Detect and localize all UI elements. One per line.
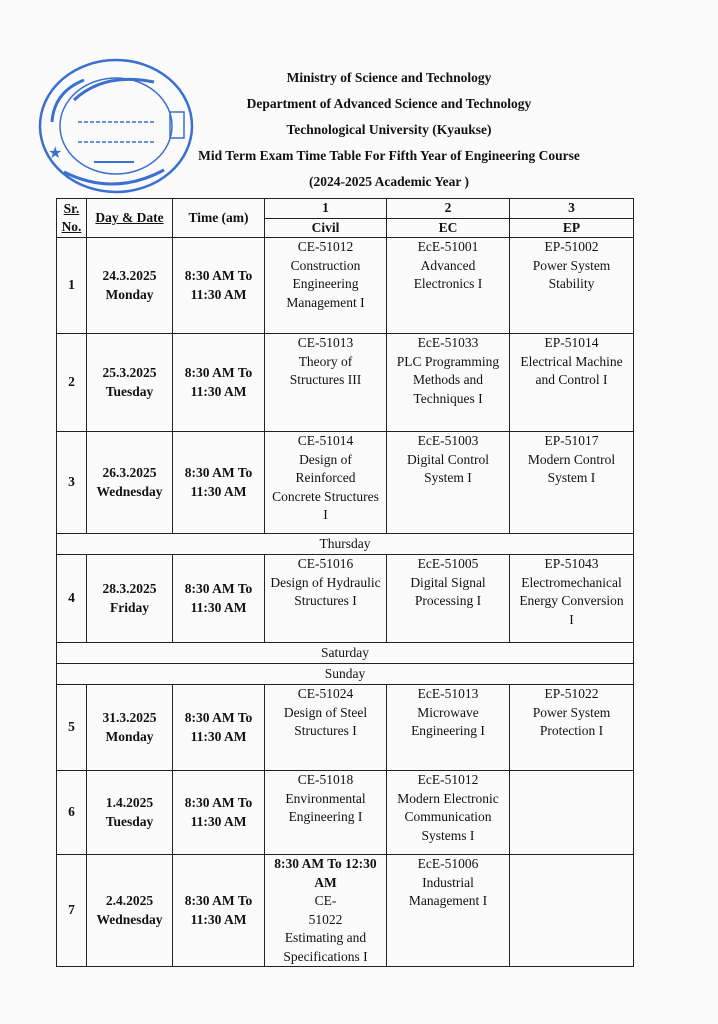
- subject-line: Power System: [532, 257, 611, 273]
- time-start: 8:30 AM To: [184, 581, 253, 596]
- subject-line: I: [323, 507, 328, 522]
- subject-line: Construction: [290, 257, 361, 273]
- subject-line: Methods and: [412, 372, 484, 387]
- day-date-cell: [87, 771, 173, 855]
- subject-line: CE-51018: [297, 772, 354, 787]
- civil-subject-cell: [265, 685, 387, 771]
- exam-timetable: [56, 198, 634, 967]
- subject-line: CE-51024: [297, 686, 354, 701]
- subject-line: Power System: [532, 704, 611, 720]
- civil-subject-cell: [265, 432, 387, 534]
- subject-line: Microwave: [417, 704, 479, 720]
- subject-line: CE-51016: [297, 556, 354, 571]
- exam-date: 25.3.2025: [102, 365, 157, 380]
- ec-subject-cell: [387, 334, 510, 432]
- subject-line: Digital Control: [406, 451, 490, 467]
- sr-no-cell: 3: [57, 432, 87, 534]
- timetable-title: Mid Term Exam Time Table For Fifth Year of Engineering Course: [198, 148, 580, 163]
- subject-line: Advanced: [420, 257, 476, 273]
- subject-line: EP-51002: [544, 239, 599, 254]
- exam-day: Monday: [105, 728, 154, 744]
- holiday-day-label: Saturday: [57, 643, 634, 664]
- exam-row: [57, 432, 634, 534]
- day-date-cell: [87, 432, 173, 534]
- exam-row: [57, 685, 634, 771]
- time-end: 11:30 AM: [190, 286, 247, 302]
- subject-line: Engineering I: [288, 809, 363, 824]
- exam-date: 31.3.2025: [102, 710, 157, 725]
- subject-line: Theory of: [298, 353, 353, 369]
- sr-no-cell: 5: [57, 685, 87, 771]
- holiday-row: [57, 643, 634, 664]
- subject-line: CE-: [314, 893, 337, 908]
- time-start: 8:30 AM To: [184, 710, 253, 725]
- subject-line: Concrete Structures: [272, 488, 379, 504]
- civil-subject-cell: [265, 855, 387, 967]
- ep-subject-cell: [510, 771, 634, 855]
- time-cell: [173, 771, 265, 855]
- exam-row: [57, 334, 634, 432]
- subject-line: Systems I: [421, 827, 475, 843]
- ep-subject-cell: [510, 685, 634, 771]
- subject-line: and Control I: [535, 372, 608, 387]
- subject-line: Protection I: [539, 723, 604, 738]
- civil-header: Civil: [265, 218, 387, 238]
- exam-day: Monday: [105, 286, 154, 302]
- ec-subject-cell: [387, 555, 510, 643]
- subject-line: Design of Hydraulic: [270, 574, 381, 590]
- time-end: 11:30 AM: [190, 383, 247, 399]
- subject-line: Digital Signal: [410, 574, 486, 590]
- subject-line: Modern Electronic: [397, 790, 499, 806]
- sr-no-cell: 1: [57, 238, 87, 334]
- day-date-header: Day & Date: [87, 199, 173, 238]
- time-start: 8:30 AM To: [184, 893, 253, 908]
- subject-line: Environmental: [285, 790, 366, 806]
- exam-date: 24.3.2025: [102, 268, 157, 283]
- day-date-cell: [87, 238, 173, 334]
- exam-day: Tuesday: [105, 383, 154, 399]
- exam-date: 28.3.2025: [102, 581, 157, 596]
- exam-date: 1.4.2025: [105, 795, 154, 810]
- subject-line: EcE-51033: [417, 335, 479, 350]
- ec-subject-cell: [387, 771, 510, 855]
- subject-line: Design of Steel: [283, 704, 368, 720]
- ec-subject-cell: [387, 855, 510, 967]
- subject-line: EcE-51012: [417, 772, 479, 787]
- exam-date: 2.4.2025: [105, 893, 154, 908]
- time-cell: [173, 238, 265, 334]
- subject-line: Techniques I: [413, 390, 483, 406]
- special-time-note: 8:30 AM To 12:30 AM: [274, 856, 377, 890]
- time-header: Time (am): [173, 199, 265, 238]
- subject-line: Engineering I: [411, 723, 485, 738]
- holiday-row: [57, 664, 634, 685]
- col1-number: 1: [265, 199, 387, 219]
- academic-year: (2024-2025 Academic Year ): [308, 174, 470, 189]
- time-end: 11:30 AM: [190, 728, 247, 744]
- subject-line: Design of: [299, 451, 352, 467]
- subject-line: Structures III: [289, 372, 362, 387]
- sr-no-cell: 6: [57, 771, 87, 855]
- time-start: 8:30 AM To: [184, 365, 253, 380]
- subject-line: CE-51013: [297, 335, 354, 350]
- subject-line: System I: [424, 470, 472, 485]
- subject-line: Estimating and: [284, 930, 367, 945]
- day-date-cell: [87, 855, 173, 967]
- exam-day: Wednesday: [96, 483, 163, 499]
- exam-row: [57, 855, 634, 967]
- holiday-day-label: Thursday: [57, 534, 634, 555]
- subject-line: System I: [547, 470, 596, 485]
- subject-line: CE-51012: [297, 239, 354, 254]
- time-end: 11:30 AM: [190, 599, 247, 615]
- subject-line: PLC Programming: [396, 353, 500, 369]
- exam-day: Wednesday: [96, 911, 163, 927]
- subject-line: Engineering: [292, 276, 359, 291]
- time-cell: [173, 555, 265, 643]
- exam-row: [57, 238, 634, 334]
- ec-subject-cell: [387, 432, 510, 534]
- subject-line: EP-51014: [544, 335, 599, 350]
- civil-subject-cell: [265, 238, 387, 334]
- time-start: 8:30 AM To: [184, 465, 253, 480]
- day-date-cell: [87, 555, 173, 643]
- time-end: 11:30 AM: [190, 911, 247, 927]
- subject-line: EP-51022: [544, 686, 599, 701]
- civil-subject-cell: [265, 771, 387, 855]
- subject-line: Structures I: [294, 593, 357, 608]
- civil-subject-cell: [265, 555, 387, 643]
- subject-line: Communication: [404, 809, 492, 824]
- ep-subject-cell: [510, 238, 634, 334]
- subject-line: Structures I: [294, 723, 357, 738]
- subject-line: EcE-51013: [417, 686, 479, 701]
- ep-header: EP: [510, 218, 634, 238]
- subject-line: CE-51014: [297, 433, 354, 448]
- ep-subject-cell: [510, 855, 634, 967]
- time-end: 11:30 AM: [190, 483, 247, 499]
- ec-subject-cell: [387, 238, 510, 334]
- subject-line: EP-51017: [544, 433, 599, 448]
- exam-row: [57, 555, 634, 643]
- col2-number: 2: [387, 199, 510, 219]
- subject-line: I: [569, 611, 574, 627]
- time-cell: [173, 432, 265, 534]
- subject-line: EP-51043: [544, 556, 599, 571]
- exam-day: Friday: [110, 599, 149, 615]
- subject-line: Energy Conversion: [519, 593, 624, 608]
- university-title: Technological University (Kyaukse): [286, 122, 492, 137]
- time-cell: [173, 334, 265, 432]
- subject-line: EcE-51003: [417, 433, 479, 448]
- ec-header: EC: [387, 218, 510, 238]
- subject-line: Management I: [408, 893, 488, 908]
- time-start: 8:30 AM To: [184, 268, 253, 283]
- subject-line: Electromechanical: [521, 574, 622, 590]
- time-cell: [173, 685, 265, 771]
- civil-subject-cell: [265, 334, 387, 432]
- subject-line: 51022: [308, 911, 343, 927]
- subject-line: EcE-51001: [417, 239, 479, 254]
- subject-line: Modern Control: [527, 451, 616, 467]
- subject-line: EcE-51005: [417, 556, 479, 571]
- exam-row: [57, 771, 634, 855]
- time-start: 8:30 AM To: [184, 795, 253, 810]
- day-date-cell: [87, 334, 173, 432]
- ec-subject-cell: [387, 685, 510, 771]
- sr-no-header: Sr. No.: [57, 199, 87, 238]
- subject-line: Electronics I: [413, 276, 483, 291]
- ep-subject-cell: [510, 432, 634, 534]
- subject-line: Processing I: [414, 593, 482, 608]
- sr-no-cell: 4: [57, 555, 87, 643]
- ministry-title: Ministry of Science and Technology: [286, 70, 492, 85]
- holiday-day-label: Sunday: [57, 664, 634, 685]
- col3-number: 3: [510, 199, 634, 219]
- exam-date: 26.3.2025: [102, 465, 157, 480]
- sr-no-cell: 2: [57, 334, 87, 432]
- holiday-row: [57, 534, 634, 555]
- subject-line: EcE-51006: [417, 856, 479, 871]
- department-title: Department of Advanced Science and Technology: [246, 96, 532, 111]
- subject-line: Industrial: [422, 874, 474, 890]
- subject-line: Reinforced: [295, 470, 356, 485]
- subject-line: Specifications I: [283, 948, 368, 964]
- time-end: 11:30 AM: [190, 813, 247, 829]
- svg-text:★: ★: [48, 145, 63, 162]
- sr-no-cell: 7: [57, 855, 87, 967]
- day-date-cell: [87, 685, 173, 771]
- time-cell: [173, 855, 265, 967]
- subject-line: Management I: [286, 294, 365, 310]
- ep-subject-cell: [510, 334, 634, 432]
- subject-line: Stability: [548, 276, 595, 291]
- subject-line: Electrical Machine: [520, 353, 623, 369]
- ep-subject-cell: [510, 555, 634, 643]
- exam-day: Tuesday: [105, 813, 154, 829]
